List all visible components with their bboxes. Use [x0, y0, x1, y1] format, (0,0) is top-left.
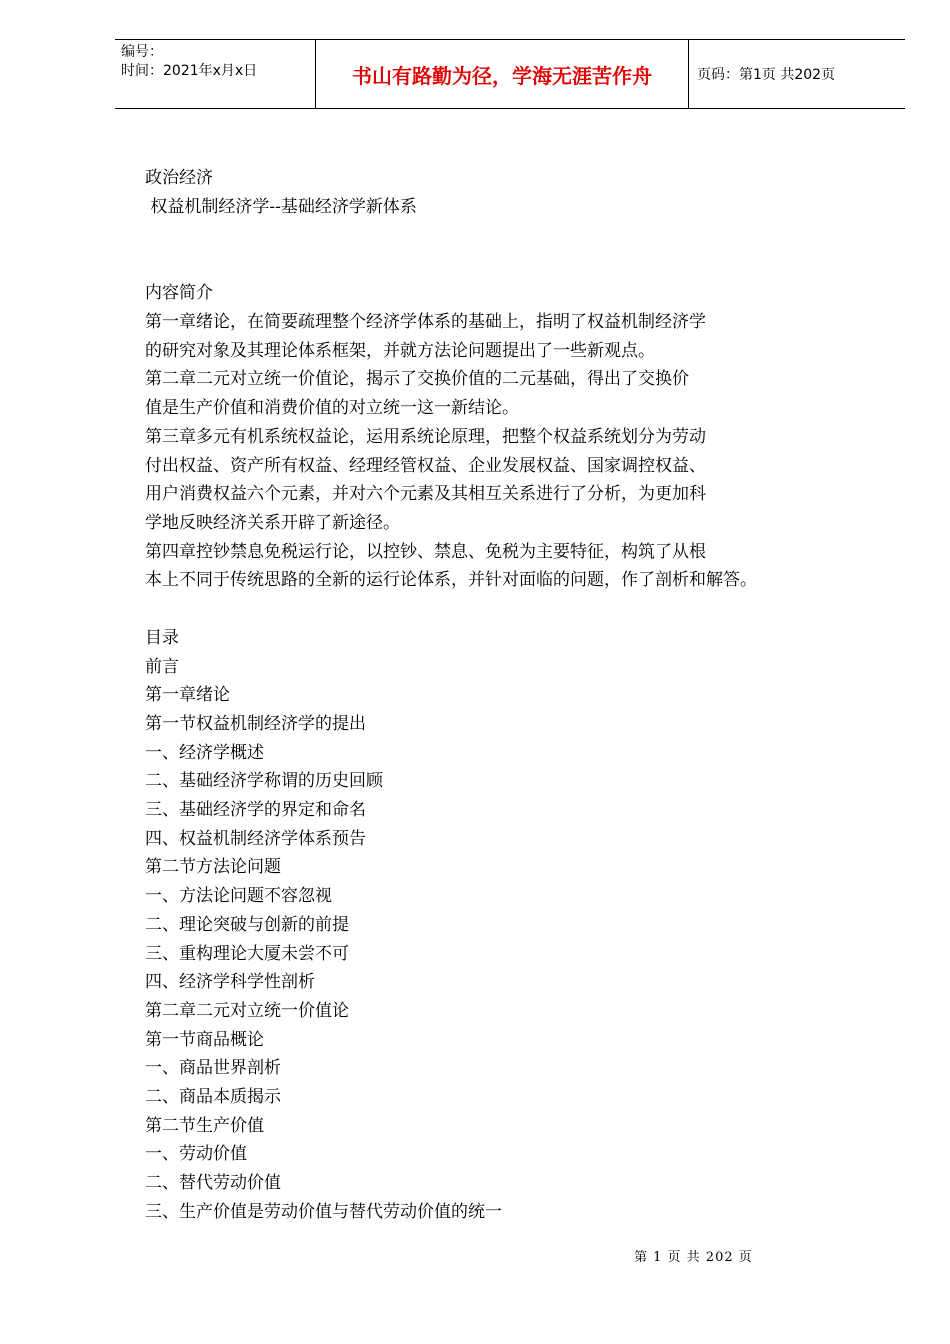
page-footer: 第 1 页 共 202 页 [634, 1250, 753, 1265]
header-time: 时间：2021年x月x日 [121, 63, 258, 79]
summary-line: 第三章多元有机系统权益论，运用系统论原理，把整个权益系统划分为劳动 [145, 426, 706, 447]
toc-heading: 目录 [145, 627, 179, 648]
toc-item: 二、理论突破与创新的前提 [145, 914, 349, 935]
summary-line: 本上不同于传统思路的全新的运行论体系，并针对面临的问题，作了剖析和解答。 [145, 570, 757, 591]
summary-line: 第四章控钞禁息免税运行论，以控钞、禁息、免税为主要特征，构筑了从根 [145, 541, 706, 562]
toc-item: 第二节生产价值 [145, 1115, 264, 1136]
page-header [115, 39, 905, 109]
header-page-number: 页码：第1页 共202页 [697, 67, 836, 83]
toc-item: 三、生产价值是劳动价值与替代劳动价值的统一 [145, 1201, 502, 1222]
toc-item: 二、基础经济学称谓的历史回顾 [145, 771, 383, 792]
summary-line: 学地反映经济关系开辟了新途径。 [145, 512, 400, 533]
toc-item: 一、方法论问题不容忽视 [145, 886, 332, 907]
toc-item: 一、经济学概述 [145, 742, 264, 763]
document-body [145, 164, 845, 1226]
summary-line: 付出权益、资产所有权益、经理经管权益、企业发展权益、国家调控权益、 [145, 455, 706, 476]
toc-item: 四、权益机制经济学体系预告 [145, 828, 366, 849]
doc-category: 政治经济 [145, 168, 213, 188]
doc-title: 权益机制经济学--基础经济学新体系 [145, 196, 417, 217]
toc-item: 第二节方法论问题 [145, 857, 281, 878]
toc-item: 第一节商品概论 [145, 1029, 264, 1050]
header-number: 编号： [121, 44, 163, 60]
toc-item: 一、商品世界剖析 [145, 1058, 281, 1079]
toc-section [145, 624, 845, 1226]
toc-item: 前言 [145, 656, 179, 677]
toc-item: 二、替代劳动价值 [145, 1173, 281, 1193]
toc-item: 一、劳动价值 [145, 1144, 247, 1165]
toc-item: 第二章二元对立统一价值论 [145, 1000, 349, 1021]
summary-line: 值是生产价值和消费价值的对立统一这一新结论。 [145, 398, 519, 419]
toc-item: 三、基础经济学的界定和命名 [145, 800, 366, 821]
toc-item: 第一节权益机制经济学的提出 [145, 714, 366, 734]
summary-line: 用户消费权益六个元素，并对六个元素及其相互关系进行了分析，为更加科 [145, 484, 706, 505]
header-meta [115, 40, 315, 108]
toc-item: 第一章绪论 [145, 685, 230, 706]
summary-line: 的研究对象及其理论体系框架，并就方法论问题提出了一些新观点。 [145, 340, 655, 361]
summary-heading: 内容简介 [145, 283, 213, 304]
toc-item: 四、经济学科学性剖析 [145, 972, 315, 993]
summary-section [145, 279, 845, 595]
header-motto: 书山有路勤为径，学海无涯苦作舟 [315, 40, 689, 108]
summary-line: 第二章二元对立统一价值论，揭示了交换价值的二元基础，得出了交换价 [145, 369, 689, 390]
toc-item: 二、商品本质揭示 [145, 1086, 281, 1107]
toc-item: 三、重构理论大厦未尝不可 [145, 943, 349, 964]
summary-line: 第一章绪论，在简要疏理整个经济学体系的基础上，指明了权益机制经济学 [145, 312, 706, 333]
